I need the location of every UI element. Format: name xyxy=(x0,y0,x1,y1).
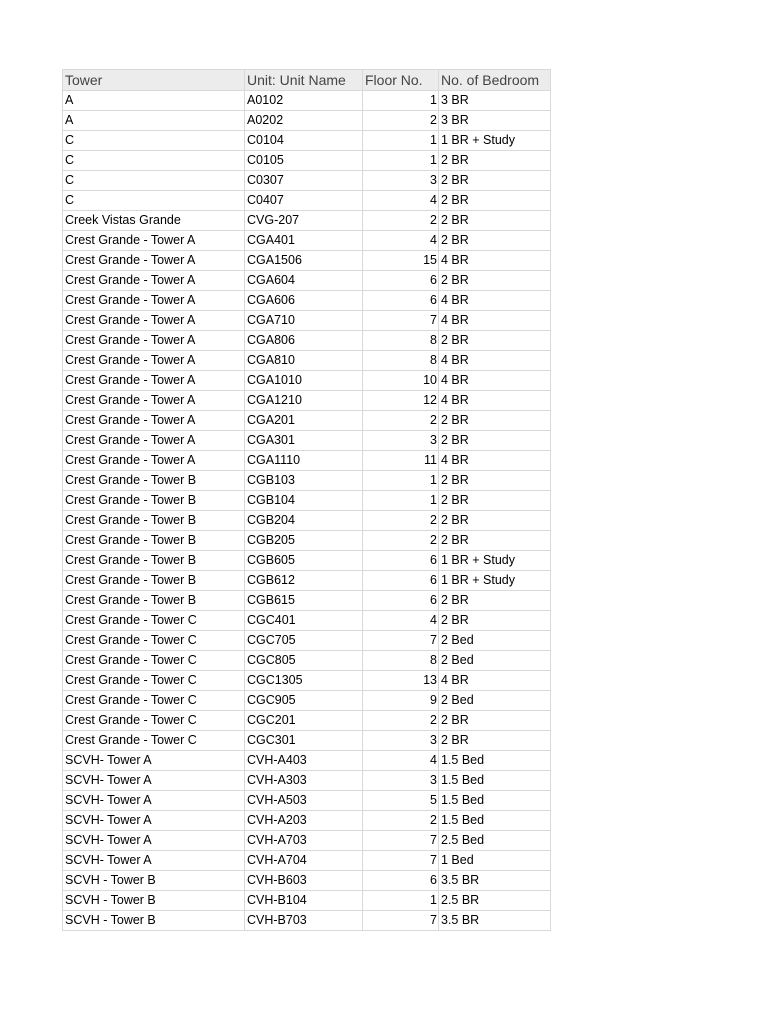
table-row xyxy=(63,491,551,511)
header-tower: Tower xyxy=(63,70,245,91)
cell-floor-no: 3 xyxy=(363,431,439,451)
table-row xyxy=(63,431,551,451)
table-row xyxy=(63,111,551,131)
cell-floor-no: 2 xyxy=(363,111,439,131)
cell-tower: Crest Grande - Tower B xyxy=(63,571,245,591)
cell-tower: SCVH- Tower A xyxy=(63,811,245,831)
cell-floor-no: 7 xyxy=(363,911,439,931)
table-row xyxy=(63,211,551,231)
cell-floor-no: 1 xyxy=(363,151,439,171)
table-row xyxy=(63,271,551,291)
cell-bedrooms: 2 BR xyxy=(439,611,551,631)
cell-bedrooms: 2 BR xyxy=(439,231,551,251)
cell-tower: Crest Grande - Tower B xyxy=(63,511,245,531)
table-row xyxy=(63,391,551,411)
cell-tower: C xyxy=(63,171,245,191)
cell-tower: Crest Grande - Tower C xyxy=(63,731,245,751)
table-row xyxy=(63,231,551,251)
cell-floor-no: 10 xyxy=(363,371,439,391)
cell-bedrooms: 2 BR xyxy=(439,591,551,611)
cell-bedrooms: 2 Bed xyxy=(439,631,551,651)
cell-floor-no: 6 xyxy=(363,271,439,291)
cell-tower: Crest Grande - Tower A xyxy=(63,231,245,251)
cell-bedrooms: 2 BR xyxy=(439,211,551,231)
header-bedrooms: No. of Bedroom xyxy=(439,70,551,91)
table-row xyxy=(63,611,551,631)
cell-floor-no: 7 xyxy=(363,311,439,331)
cell-bedrooms: 2 BR xyxy=(439,271,551,291)
cell-bedrooms: 2 BR xyxy=(439,531,551,551)
cell-floor-no: 15 xyxy=(363,251,439,271)
table-row xyxy=(63,671,551,691)
cell-bedrooms: 4 BR xyxy=(439,451,551,471)
cell-unit-name: CGC201 xyxy=(245,711,363,731)
cell-floor-no: 2 xyxy=(363,411,439,431)
cell-bedrooms: 1 BR + Study xyxy=(439,131,551,151)
cell-bedrooms: 3 BR xyxy=(439,111,551,131)
cell-unit-name: CVG-207 xyxy=(245,211,363,231)
cell-bedrooms: 4 BR xyxy=(439,311,551,331)
cell-bedrooms: 1.5 Bed xyxy=(439,771,551,791)
table-row xyxy=(63,291,551,311)
cell-bedrooms: 2 BR xyxy=(439,171,551,191)
table-row xyxy=(63,131,551,151)
cell-floor-no: 4 xyxy=(363,751,439,771)
cell-bedrooms: 2.5 Bed xyxy=(439,831,551,851)
table-row xyxy=(63,411,551,431)
cell-tower: Crest Grande - Tower B xyxy=(63,591,245,611)
cell-tower: SCVH- Tower A xyxy=(63,851,245,871)
cell-tower: C xyxy=(63,131,245,151)
cell-floor-no: 13 xyxy=(363,671,439,691)
cell-bedrooms: 1 BR + Study xyxy=(439,551,551,571)
unit-table xyxy=(62,69,551,931)
table-row xyxy=(63,791,551,811)
cell-unit-name: C0307 xyxy=(245,171,363,191)
cell-floor-no: 6 xyxy=(363,291,439,311)
cell-tower: Crest Grande - Tower C xyxy=(63,711,245,731)
cell-unit-name: A0102 xyxy=(245,91,363,111)
table-header xyxy=(63,70,551,91)
cell-unit-name: CVH-A403 xyxy=(245,751,363,771)
table-row xyxy=(63,551,551,571)
table-row xyxy=(63,171,551,191)
cell-floor-no: 4 xyxy=(363,231,439,251)
cell-tower: Crest Grande - Tower A xyxy=(63,291,245,311)
cell-unit-name: CGB605 xyxy=(245,551,363,571)
table-row xyxy=(63,571,551,591)
cell-tower: Crest Grande - Tower A xyxy=(63,411,245,431)
table-row xyxy=(63,151,551,171)
cell-tower: C xyxy=(63,191,245,211)
cell-unit-name: CGC1305 xyxy=(245,671,363,691)
cell-floor-no: 7 xyxy=(363,831,439,851)
cell-floor-no: 2 xyxy=(363,811,439,831)
cell-tower: Crest Grande - Tower A xyxy=(63,351,245,371)
cell-bedrooms: 4 BR xyxy=(439,391,551,411)
cell-floor-no: 3 xyxy=(363,731,439,751)
cell-unit-name: CGC301 xyxy=(245,731,363,751)
cell-floor-no: 1 xyxy=(363,91,439,111)
cell-unit-name: CVH-A703 xyxy=(245,831,363,851)
cell-unit-name: CGC905 xyxy=(245,691,363,711)
table-row xyxy=(63,711,551,731)
cell-floor-no: 7 xyxy=(363,851,439,871)
cell-bedrooms: 2 BR xyxy=(439,731,551,751)
cell-tower: A xyxy=(63,111,245,131)
cell-floor-no: 12 xyxy=(363,391,439,411)
cell-unit-name: CGA810 xyxy=(245,351,363,371)
table-row xyxy=(63,371,551,391)
cell-tower: Crest Grande - Tower A xyxy=(63,331,245,351)
cell-unit-name: CGB104 xyxy=(245,491,363,511)
cell-unit-name: CGB204 xyxy=(245,511,363,531)
cell-bedrooms: 2 BR xyxy=(439,411,551,431)
cell-bedrooms: 2 BR xyxy=(439,191,551,211)
cell-unit-name: CGA201 xyxy=(245,411,363,431)
cell-floor-no: 8 xyxy=(363,331,439,351)
cell-unit-name: CGA401 xyxy=(245,231,363,251)
cell-unit-name: CGC705 xyxy=(245,631,363,651)
table-row xyxy=(63,771,551,791)
cell-tower: SCVH- Tower A xyxy=(63,791,245,811)
cell-unit-name: CVH-A303 xyxy=(245,771,363,791)
cell-floor-no: 1 xyxy=(363,471,439,491)
cell-unit-name: CGA604 xyxy=(245,271,363,291)
cell-floor-no: 4 xyxy=(363,191,439,211)
cell-floor-no: 9 xyxy=(363,691,439,711)
cell-unit-name: CGA301 xyxy=(245,431,363,451)
cell-tower: Crest Grande - Tower C xyxy=(63,611,245,631)
cell-floor-no: 5 xyxy=(363,791,439,811)
cell-tower: SCVH - Tower B xyxy=(63,871,245,891)
cell-tower: Crest Grande - Tower A xyxy=(63,251,245,271)
cell-unit-name: CVH-B104 xyxy=(245,891,363,911)
cell-bedrooms: 2 BR xyxy=(439,431,551,451)
cell-unit-name: CGB612 xyxy=(245,571,363,591)
cell-tower: Crest Grande - Tower A xyxy=(63,311,245,331)
table-row xyxy=(63,651,551,671)
cell-floor-no: 3 xyxy=(363,771,439,791)
cell-bedrooms: 3.5 BR xyxy=(439,871,551,891)
cell-unit-name: CGB103 xyxy=(245,471,363,491)
cell-bedrooms: 1 Bed xyxy=(439,851,551,871)
cell-tower: Crest Grande - Tower A xyxy=(63,391,245,411)
cell-unit-name: CGB205 xyxy=(245,531,363,551)
cell-floor-no: 2 xyxy=(363,531,439,551)
table-body xyxy=(63,91,551,931)
cell-bedrooms: 2 BR xyxy=(439,331,551,351)
cell-floor-no: 6 xyxy=(363,591,439,611)
table-row xyxy=(63,731,551,751)
cell-tower: Crest Grande - Tower A xyxy=(63,431,245,451)
cell-unit-name: CGA1110 xyxy=(245,451,363,471)
cell-unit-name: CGB615 xyxy=(245,591,363,611)
cell-unit-name: CVH-A503 xyxy=(245,791,363,811)
cell-bedrooms: 2 Bed xyxy=(439,651,551,671)
cell-floor-no: 1 xyxy=(363,491,439,511)
cell-bedrooms: 2.5 BR xyxy=(439,891,551,911)
cell-unit-name: C0104 xyxy=(245,131,363,151)
header-floor-no: Floor No. xyxy=(363,70,439,91)
header-row xyxy=(63,70,551,91)
cell-tower: Crest Grande - Tower C xyxy=(63,651,245,671)
cell-bedrooms: 1.5 Bed xyxy=(439,751,551,771)
cell-unit-name: CGA806 xyxy=(245,331,363,351)
cell-tower: SCVH - Tower B xyxy=(63,891,245,911)
cell-tower: SCVH- Tower A xyxy=(63,831,245,851)
cell-bedrooms: 3 BR xyxy=(439,91,551,111)
cell-floor-no: 2 xyxy=(363,211,439,231)
table-row xyxy=(63,631,551,651)
table-row xyxy=(63,251,551,271)
cell-tower: A xyxy=(63,91,245,111)
cell-bedrooms: 1.5 Bed xyxy=(439,791,551,811)
cell-unit-name: CGA710 xyxy=(245,311,363,331)
cell-unit-name: CVH-B703 xyxy=(245,911,363,931)
cell-floor-no: 6 xyxy=(363,871,439,891)
table-row xyxy=(63,691,551,711)
table-row xyxy=(63,531,551,551)
cell-floor-no: 7 xyxy=(363,631,439,651)
cell-floor-no: 6 xyxy=(363,551,439,571)
cell-tower: Crest Grande - Tower C xyxy=(63,671,245,691)
cell-floor-no: 6 xyxy=(363,571,439,591)
table-row xyxy=(63,471,551,491)
cell-floor-no: 1 xyxy=(363,131,439,151)
table-row xyxy=(63,351,551,371)
cell-tower: Crest Grande - Tower B xyxy=(63,551,245,571)
cell-floor-no: 8 xyxy=(363,351,439,371)
cell-unit-name: CGC401 xyxy=(245,611,363,631)
cell-bedrooms: 3.5 BR xyxy=(439,911,551,931)
cell-bedrooms: 4 BR xyxy=(439,291,551,311)
table-row xyxy=(63,891,551,911)
cell-floor-no: 4 xyxy=(363,611,439,631)
cell-unit-name: CVH-B603 xyxy=(245,871,363,891)
table-row xyxy=(63,331,551,351)
cell-tower: Creek Vistas Grande xyxy=(63,211,245,231)
cell-tower: Crest Grande - Tower B xyxy=(63,531,245,551)
cell-bedrooms: 2 BR xyxy=(439,511,551,531)
cell-unit-name: C0407 xyxy=(245,191,363,211)
cell-unit-name: C0105 xyxy=(245,151,363,171)
table-row xyxy=(63,871,551,891)
table-row xyxy=(63,811,551,831)
cell-bedrooms: 2 BR xyxy=(439,471,551,491)
cell-unit-name: A0202 xyxy=(245,111,363,131)
cell-bedrooms: 4 BR xyxy=(439,371,551,391)
cell-tower: SCVH - Tower B xyxy=(63,911,245,931)
cell-tower: Crest Grande - Tower B xyxy=(63,491,245,511)
table-row xyxy=(63,311,551,331)
cell-bedrooms: 2 BR xyxy=(439,491,551,511)
table-row xyxy=(63,91,551,111)
cell-tower: Crest Grande - Tower C xyxy=(63,631,245,651)
table-row xyxy=(63,751,551,771)
cell-unit-name: CVH-A704 xyxy=(245,851,363,871)
cell-unit-name: CGA1210 xyxy=(245,391,363,411)
cell-tower: Crest Grande - Tower A xyxy=(63,271,245,291)
cell-bedrooms: 1 BR + Study xyxy=(439,571,551,591)
table-row xyxy=(63,191,551,211)
table-row xyxy=(63,911,551,931)
cell-bedrooms: 4 BR xyxy=(439,251,551,271)
cell-floor-no: 3 xyxy=(363,171,439,191)
table-row xyxy=(63,451,551,471)
cell-tower: Crest Grande - Tower A xyxy=(63,451,245,471)
cell-tower: Crest Grande - Tower A xyxy=(63,371,245,391)
cell-bedrooms: 4 BR xyxy=(439,671,551,691)
cell-tower: C xyxy=(63,151,245,171)
cell-bedrooms: 1.5 Bed xyxy=(439,811,551,831)
cell-unit-name: CGA606 xyxy=(245,291,363,311)
cell-bedrooms: 4 BR xyxy=(439,351,551,371)
table-row xyxy=(63,831,551,851)
cell-floor-no: 1 xyxy=(363,891,439,911)
cell-unit-name: CGC805 xyxy=(245,651,363,671)
cell-bedrooms: 2 BR xyxy=(439,711,551,731)
cell-floor-no: 11 xyxy=(363,451,439,471)
cell-tower: Crest Grande - Tower C xyxy=(63,691,245,711)
cell-tower: SCVH- Tower A xyxy=(63,751,245,771)
table-row xyxy=(63,851,551,871)
cell-bedrooms: 2 BR xyxy=(439,151,551,171)
cell-floor-no: 2 xyxy=(363,711,439,731)
table-row xyxy=(63,511,551,531)
cell-tower: Crest Grande - Tower B xyxy=(63,471,245,491)
cell-floor-no: 8 xyxy=(363,651,439,671)
cell-bedrooms: 2 Bed xyxy=(439,691,551,711)
table-row xyxy=(63,591,551,611)
cell-unit-name: CGA1010 xyxy=(245,371,363,391)
header-unit-name: Unit: Unit Name xyxy=(245,70,363,91)
cell-floor-no: 2 xyxy=(363,511,439,531)
cell-unit-name: CVH-A203 xyxy=(245,811,363,831)
cell-unit-name: CGA1506 xyxy=(245,251,363,271)
cell-tower: SCVH- Tower A xyxy=(63,771,245,791)
